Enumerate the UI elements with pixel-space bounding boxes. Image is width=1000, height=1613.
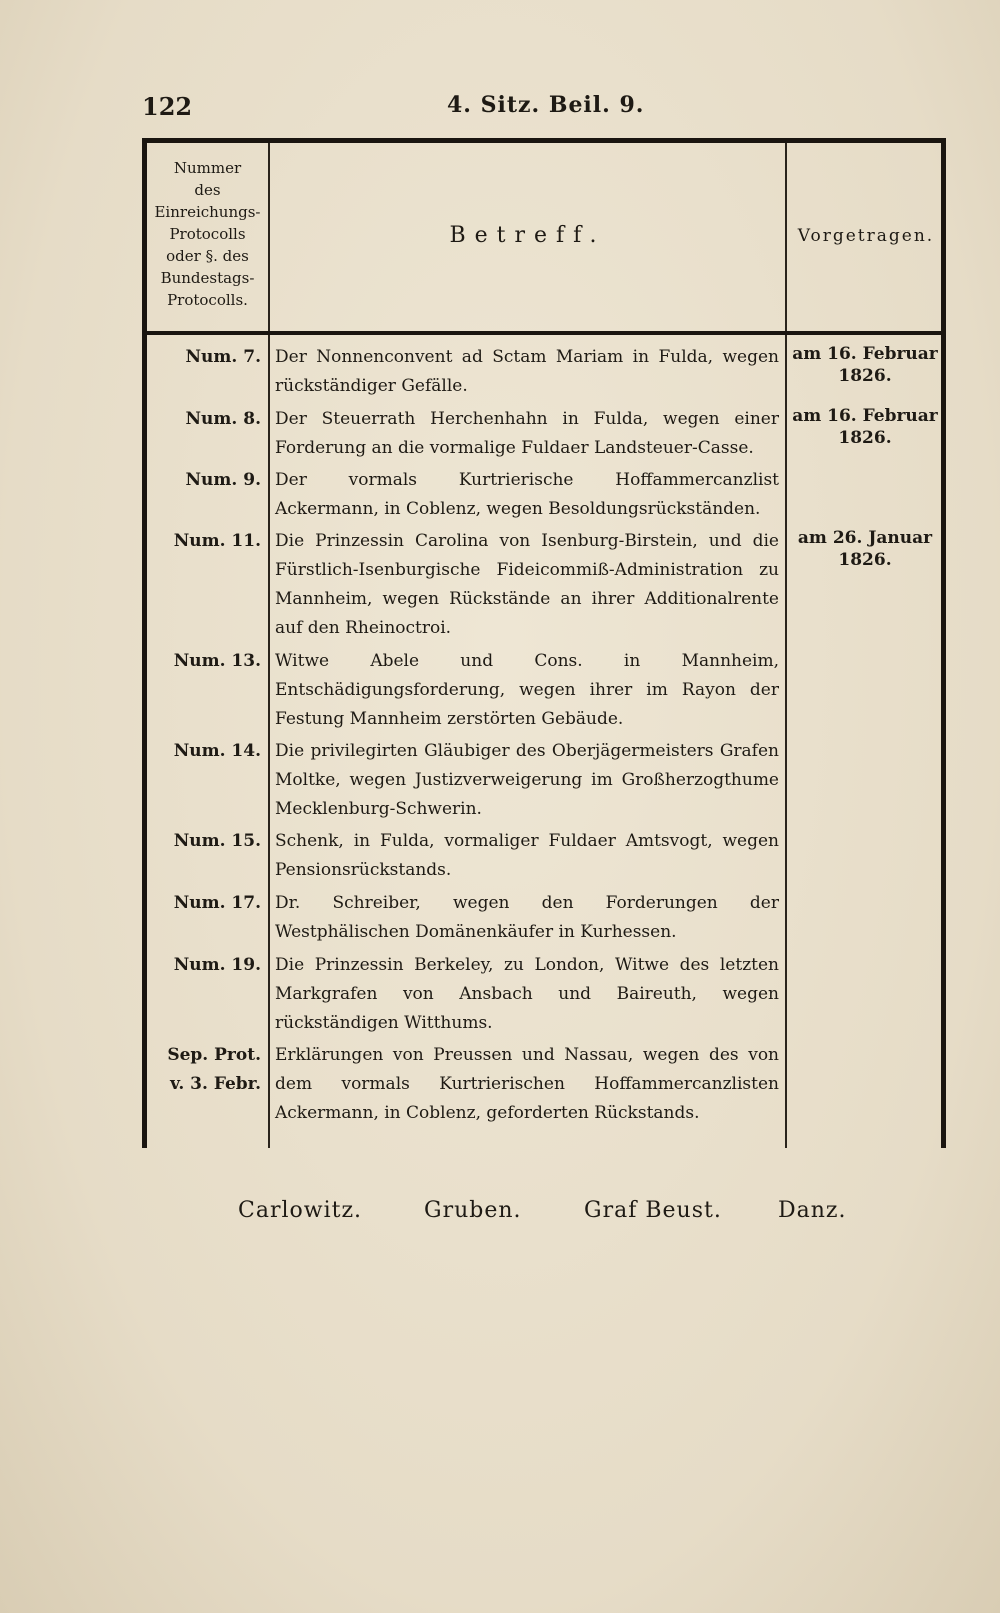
page-header — [142, 92, 932, 122]
row-number: Num. 19. — [173, 955, 261, 975]
table-row — [147, 527, 941, 647]
row-subject: Witwe Abele und Cons. in Mannheim, Entschädigungsforderung, wegen ihrer im Rayon der Festung Mannheim zerstörten Gebäude. — [275, 651, 779, 729]
row-number: Num. 15. — [173, 831, 261, 851]
row-number: Sep. Prot. v. 3. Febr. — [167, 1045, 261, 1094]
row-subject: Die privilegirten Gläubiger des Oberjägermeisters Grafen Moltke, wegen Justizverweigerung im Großherzogthume Mecklenburg-Schwerin. — [275, 741, 779, 819]
row-date: am 26. Januar 1826. — [797, 528, 933, 570]
signature: Gruben. — [424, 1198, 522, 1223]
row-subject: Dr. Schreiber, wegen den Forderungen der Westphälischen Domänenkäufer in Kurhessen. — [275, 893, 779, 942]
register-table — [142, 138, 946, 1148]
table-row — [147, 889, 941, 951]
table-row — [147, 405, 941, 466]
page-number: 122 — [142, 92, 193, 121]
column-header-number: Nummer des Einreichungs- Protocolls oder §. des Bundestags- Protocolls. — [154, 159, 261, 309]
signature: Danz. — [778, 1198, 847, 1223]
row-number: Num. 7. — [185, 347, 261, 367]
table-row — [147, 737, 941, 827]
row-number: Num. 14. — [173, 741, 261, 761]
row-subject: Die Prinzessin Carolina von Isenburg-Birstein, und die Fürstlich-Isenburgische Fideicommiß-Administration zu Mannheim, wegen Rückstände an ihrer Additionalrente auf den Rheinoctroi. — [275, 531, 779, 638]
table-row — [147, 827, 941, 889]
column-header-subject: Betreff. — [449, 223, 606, 248]
row-date: am 16. Februar 1826. — [792, 406, 938, 448]
table-row — [147, 951, 941, 1041]
row-subject: Schenk, in Fulda, vormaliger Fuldaer Amtsvogt, wegen Pensionsrückstands. — [275, 831, 779, 880]
table-row — [147, 647, 941, 737]
table-row — [147, 343, 941, 405]
row-number: Num. 11. — [173, 531, 261, 551]
row-number: Num. 9. — [185, 470, 261, 490]
signature-line — [238, 1198, 858, 1234]
running-head: 4. Sitz. Beil. 9. — [447, 92, 645, 118]
row-date: am 16. Februar 1826. — [792, 344, 938, 386]
row-number: Num. 13. — [173, 651, 261, 671]
table-row — [147, 466, 941, 527]
header-rule — [147, 331, 941, 335]
signature: Graf Beust. — [584, 1198, 722, 1223]
row-number: Num. 8. — [185, 409, 261, 429]
row-subject: Die Prinzessin Berkeley, zu London, Witwe des letzten Markgrafen von Ansbach und Baireuth, wegen rückständigen Witthums. — [275, 955, 779, 1033]
row-subject: Erklärungen von Preussen und Nassau, wegen des von dem vormals Kurtrierischen Hoffammercanzlisten Ackermann, in Coblenz, geforderten Rückstands. — [275, 1045, 779, 1123]
row-subject: Der Steuerrath Herchenhahn in Fulda, wegen einer Forderung an die vormalige Fuldaer Landsteuer-Casse. — [275, 409, 779, 458]
row-number: Num. 17. — [173, 893, 261, 913]
row-subject: Der Nonnenconvent ad Sctam Mariam in Fulda, wegen rückständiger Gefälle. — [275, 347, 779, 396]
signature: Carlowitz. — [238, 1198, 363, 1223]
table-body — [147, 343, 941, 1131]
table-row — [147, 1041, 941, 1131]
row-subject: Der vormals Kurtrierische Hoffammercanzlist Ackermann, in Coblenz, wegen Besoldungsrückständen. — [275, 470, 779, 519]
column-header-presented: Vorgetragen. — [797, 226, 935, 246]
